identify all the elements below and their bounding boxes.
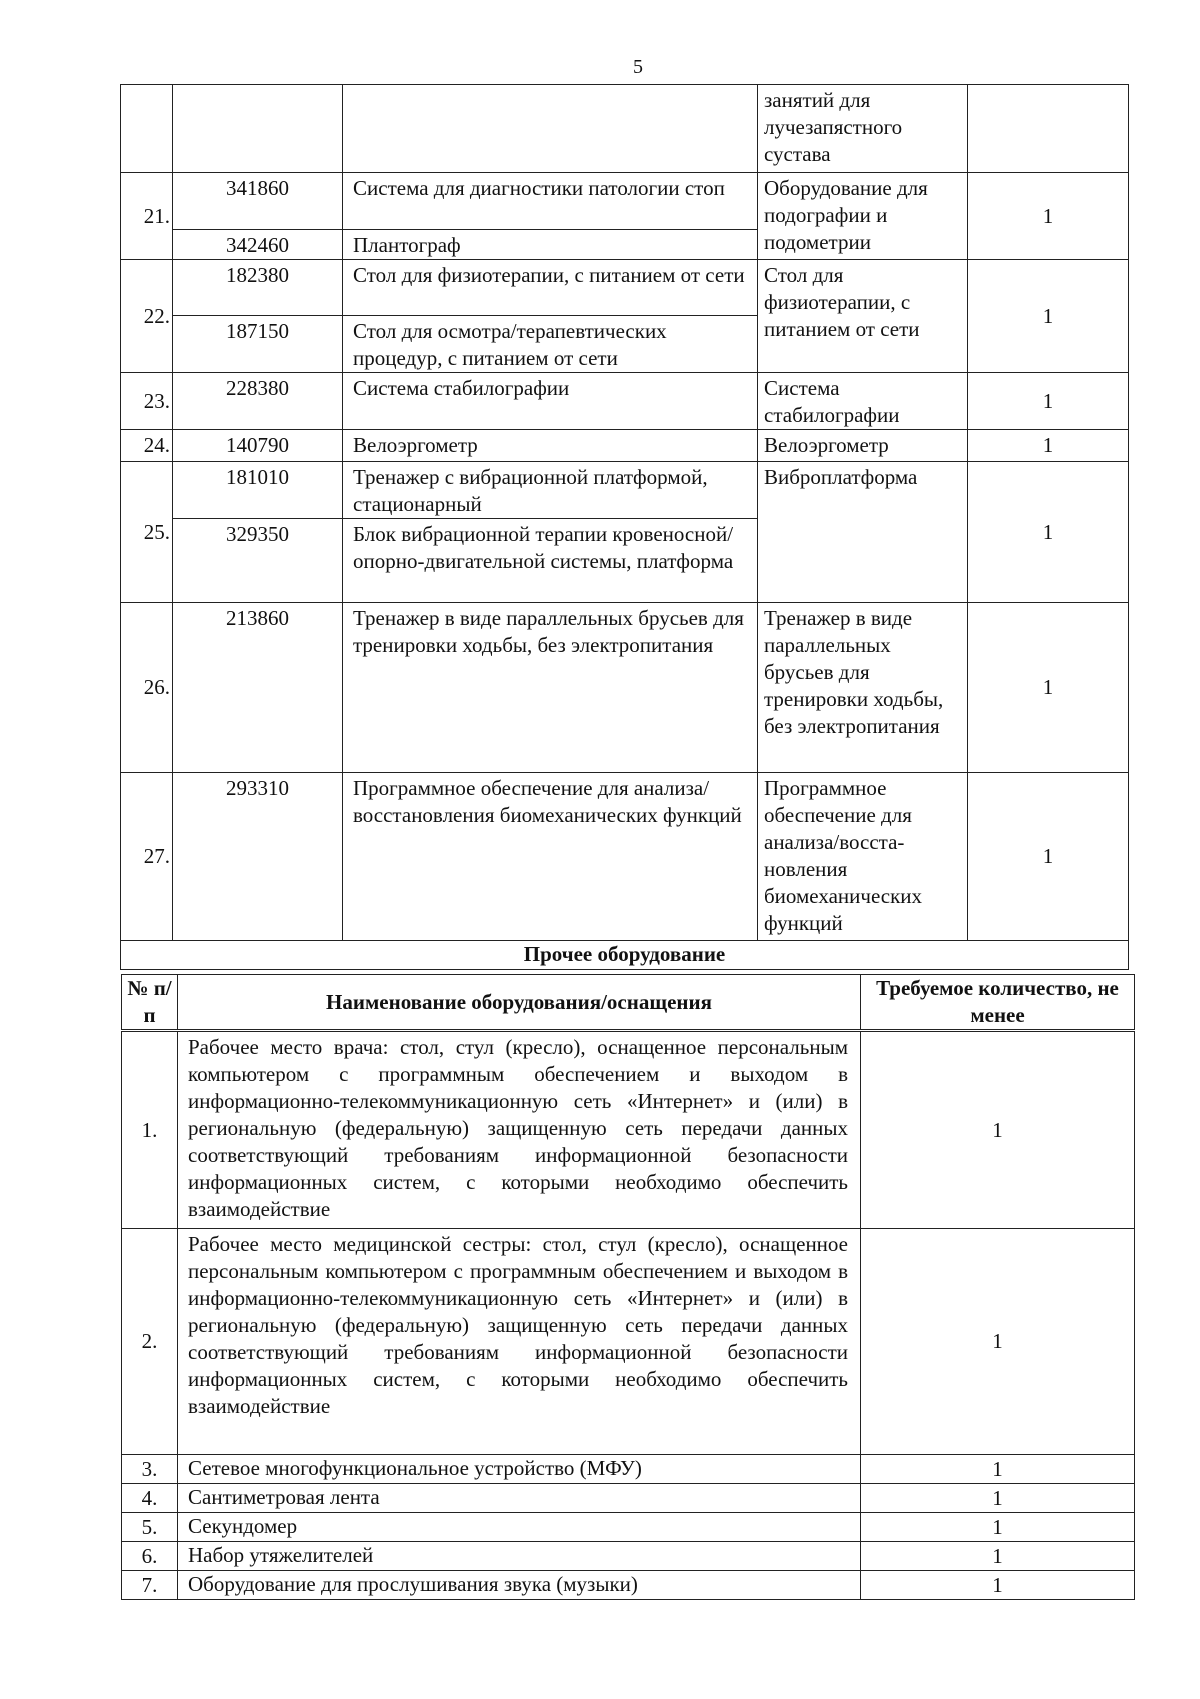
row-number: 25. bbox=[121, 462, 173, 603]
page-number: 5 bbox=[633, 56, 643, 78]
row-name: Система для диагностики патологии стоп bbox=[343, 173, 758, 230]
table-header-row bbox=[122, 975, 1135, 1031]
table-row bbox=[122, 1571, 1135, 1600]
row-code: 187150 bbox=[173, 316, 343, 373]
row-number: 24. bbox=[121, 430, 173, 462]
row-name: Блок вибрационной терапии кровеносной/опорно-двигательной системы, платформа bbox=[343, 519, 758, 603]
row-code: 140790 bbox=[173, 430, 343, 462]
row-name: Рабочее место врача: стол, стул (кресло), оснащенное персональным компьютером с программным обеспечением и выходом в информационно-телекоммуникационную сеть «Интернет» и (или) в региональную (федеральную) защищенную сеть передачи данных соответствующий требованиям информационной безопасности информационных систем, с которыми необходимо обеспечить взаимодействие bbox=[178, 1031, 861, 1229]
row-number: 1. bbox=[122, 1031, 178, 1229]
row-name: Программное обеспечение для анализа/восстановления биомеханических функций bbox=[343, 773, 758, 941]
row-name: Набор утяжелителей bbox=[178, 1542, 861, 1571]
row-name: Сетевое многофункциональное устройство (МФУ) bbox=[178, 1455, 861, 1484]
header-name: Наименование оборудования/оснащения bbox=[178, 975, 861, 1031]
table-row bbox=[121, 373, 1129, 430]
row-quantity: 1 bbox=[968, 773, 1129, 941]
table-row bbox=[121, 173, 1129, 230]
table-row bbox=[121, 430, 1129, 462]
row-number: 4. bbox=[122, 1484, 178, 1513]
row-number: 22. bbox=[121, 260, 173, 373]
row-code: 342460 bbox=[173, 230, 343, 260]
row-quantity: 1 bbox=[861, 1542, 1135, 1571]
row-number bbox=[121, 85, 173, 173]
row-quantity: 1 bbox=[861, 1455, 1135, 1484]
table-row bbox=[122, 1455, 1135, 1484]
row-name: Стол для физиотерапии, с питанием от сети bbox=[343, 260, 758, 316]
row-number: 23. bbox=[121, 373, 173, 430]
table-row bbox=[121, 603, 1129, 773]
row-equipment: занятий для лучезапястного сустава bbox=[758, 85, 968, 173]
row-code: 213860 bbox=[173, 603, 343, 773]
row-name: Оборудование для прослушивания звука (музыки) bbox=[178, 1571, 861, 1600]
table-row bbox=[121, 773, 1129, 941]
row-quantity: 1 bbox=[968, 373, 1129, 430]
table-row bbox=[121, 260, 1129, 316]
table-row bbox=[122, 1513, 1135, 1542]
row-quantity: 1 bbox=[968, 430, 1129, 462]
row-name: Система стабилографии bbox=[343, 373, 758, 430]
row-code: 182380 bbox=[173, 260, 343, 316]
row-code: 228380 bbox=[173, 373, 343, 430]
row-quantity bbox=[968, 85, 1129, 173]
row-name: Секундомер bbox=[178, 1513, 861, 1542]
row-equipment: Тренажер в виде параллельных брусьев для тренировки ходьбы, без электропитания bbox=[758, 603, 968, 773]
row-quantity: 1 bbox=[968, 462, 1129, 603]
row-quantity: 1 bbox=[968, 260, 1129, 373]
section-title: Прочее оборудование bbox=[121, 941, 1129, 970]
row-number: 21. bbox=[121, 173, 173, 260]
row-number: 26. bbox=[121, 603, 173, 773]
table-row bbox=[122, 1484, 1135, 1513]
table-row bbox=[122, 1031, 1135, 1229]
row-number: 2. bbox=[122, 1229, 178, 1455]
row-name: Стол для осмотра/терапевтических процедур, с питанием от сети bbox=[343, 316, 758, 373]
row-name: Велоэргометр bbox=[343, 430, 758, 462]
other-equipment-table bbox=[121, 974, 1135, 1600]
row-equipment: Виброплатформа bbox=[758, 462, 968, 603]
table-row bbox=[121, 85, 1129, 173]
row-number: 5. bbox=[122, 1513, 178, 1542]
row-number: 27. bbox=[121, 773, 173, 941]
table-row bbox=[121, 941, 1129, 970]
row-name: Сантиметровая лента bbox=[178, 1484, 861, 1513]
row-quantity: 1 bbox=[968, 173, 1129, 260]
row-name: Тренажер с вибрационной платформой, стационарный bbox=[343, 462, 758, 519]
row-equipment: Стол для физиотерапии, с питанием от сети bbox=[758, 260, 968, 373]
row-quantity: 1 bbox=[861, 1513, 1135, 1542]
table-row bbox=[121, 462, 1129, 519]
row-name: Рабочее место медицинской сестры: стол, стул (кресло), оснащенное персональным компьютером с программным обеспечением и выходом в информационно-телекоммуникационную сеть «Интернет» и (или) в региональную (федеральную) защищенную сеть передачи данных соответствующий требованиям информационной безопасности информационных систем, с которыми необходимо обеспечить взаимодействие bbox=[178, 1229, 861, 1455]
row-quantity: 1 bbox=[861, 1031, 1135, 1229]
row-number: 3. bbox=[122, 1455, 178, 1484]
row-name: Плантограф bbox=[343, 230, 758, 260]
row-code: 293310 bbox=[173, 773, 343, 941]
row-equipment: Программное обеспечение для анализа/восста-новления биомеханических функций bbox=[758, 773, 968, 941]
row-quantity: 1 bbox=[968, 603, 1129, 773]
header-num: № п/п bbox=[122, 975, 178, 1031]
row-quantity: 1 bbox=[861, 1571, 1135, 1600]
row-code: 181010 bbox=[173, 462, 343, 519]
row-equipment: Велоэргометр bbox=[758, 430, 968, 462]
row-equipment: Система стабилографии bbox=[758, 373, 968, 430]
header-qty: Требуемое количество, не менее bbox=[861, 975, 1135, 1031]
table-row bbox=[122, 1542, 1135, 1571]
row-code: 341860 bbox=[173, 173, 343, 230]
row-equipment: Оборудование для подографии и подометрии bbox=[758, 173, 968, 260]
row-name bbox=[343, 85, 758, 173]
row-quantity: 1 bbox=[861, 1484, 1135, 1513]
row-number: 6. bbox=[122, 1542, 178, 1571]
equipment-table bbox=[120, 84, 1129, 970]
row-code bbox=[173, 85, 343, 173]
row-name: Тренажер в виде параллельных брусьев для тренировки ходьбы, без электропитания bbox=[343, 603, 758, 773]
row-code: 329350 bbox=[173, 519, 343, 603]
table-row bbox=[122, 1229, 1135, 1455]
row-number: 7. bbox=[122, 1571, 178, 1600]
row-quantity: 1 bbox=[861, 1229, 1135, 1455]
